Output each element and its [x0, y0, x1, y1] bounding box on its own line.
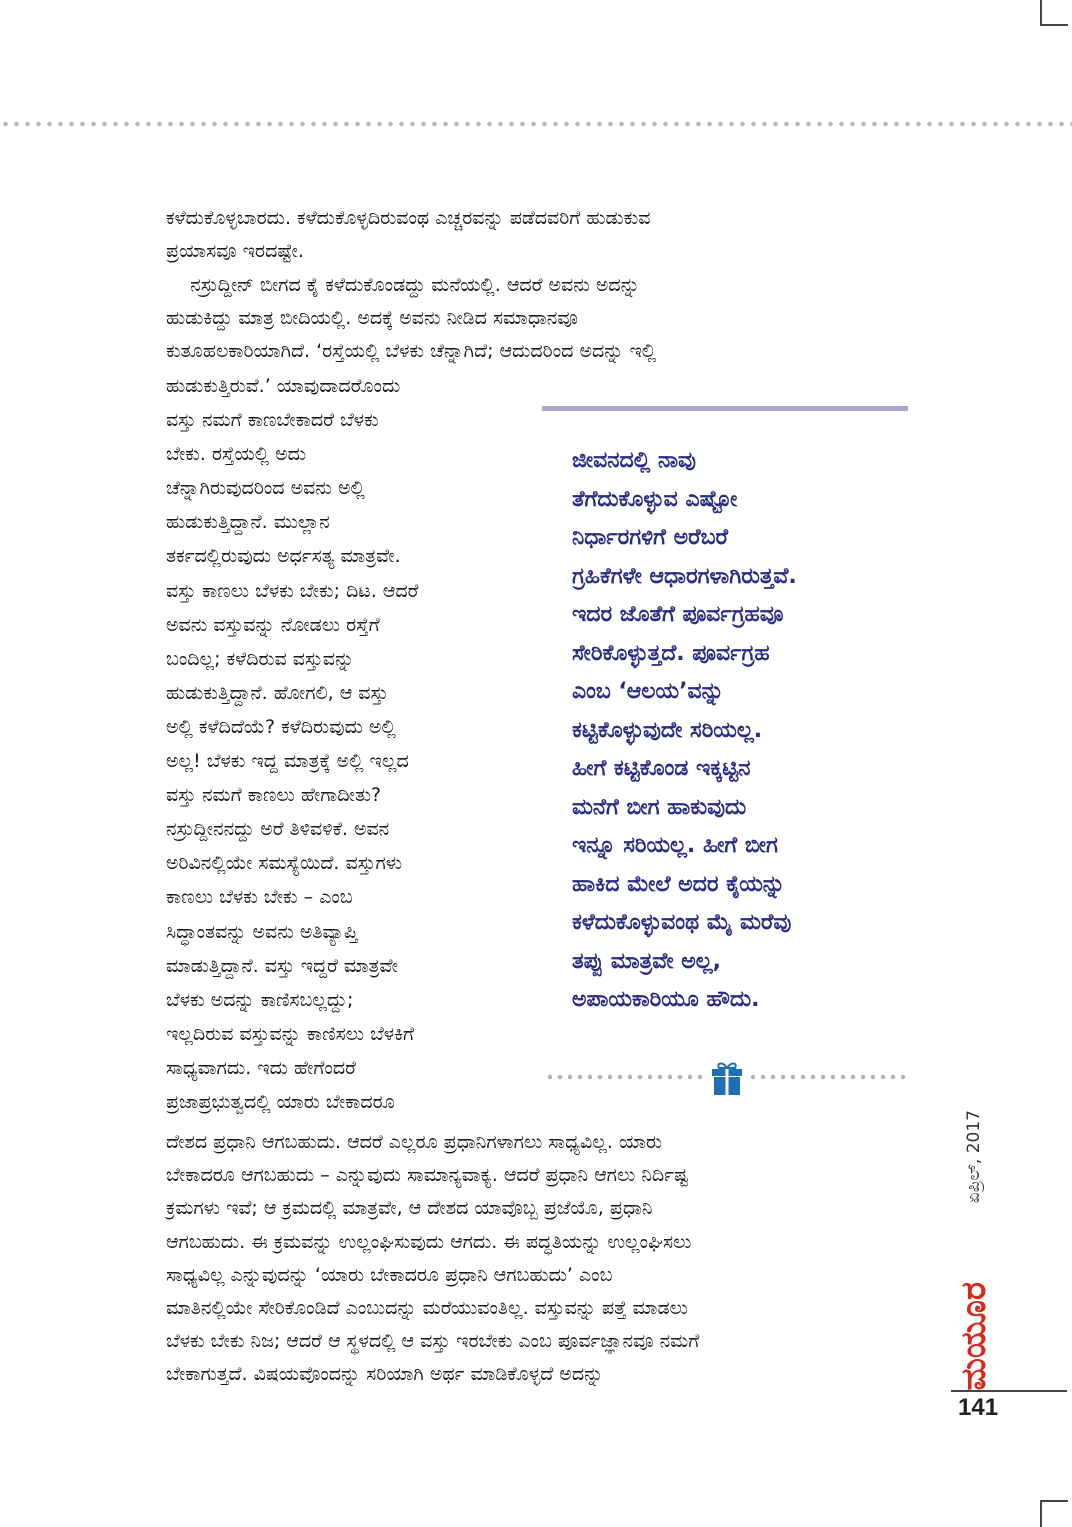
text-line: ಮಾಡುತ್ತಿದ್ದಾನೆ. ವಸ್ತು ಇದ್ದರೆ ಮಾತ್ರವೇ	[166, 954, 398, 977]
pull-quote-line: ಸೇರಿಕೊಳ್ಳುತ್ತದೆ. ಪೂರ್ವಗ್ರಹ	[572, 640, 770, 666]
text-line: ಹುಡುಕುತ್ತಿದ್ದಾನೆ. ಹೋಗಲಿ, ಆ ವಸ್ತು	[166, 681, 389, 704]
text-line: ನಸ್ರುದ್ದೀನನದ್ದು ಅರೆ ತಿಳಿವಳಿಕೆ. ಅವನ	[166, 818, 390, 841]
pull-quote-line: ಜೀವನದಲ್ಲಿ ನಾವು	[572, 448, 696, 473]
pull-quote-dots-left	[545, 1073, 705, 1081]
text-line: ವಸ್ತು ಕಾಣಲು ಬೆಳಕು ಬೇಕು; ದಿಟ. ಆದರೆ	[166, 579, 419, 602]
text-line: ವಸ್ತು ನಮಗೆ ಕಾಣಲು ಹೇಗಾದೀತು?	[166, 784, 382, 807]
crop-mark-bottom	[1040, 1500, 1068, 1527]
pull-quote-line: ಅಪಾಯಕಾರಿಯೂ ಹೌದು.	[572, 987, 760, 1012]
text-line: ಬೆಳಕು ಬೇಕು ನಿಜ; ಆದರೆ ಆ ಸ್ಥಳದಲ್ಲಿ ಆ ವಸ್ತು ಇರಬೇಕು ಎಂಬ ಪೂರ್ವಜ್ಞಾನವೂ ನಮಗೆ	[166, 1330, 700, 1353]
text-line: ಕಳೆದುಕೊಳ್ಳಬಾರದು. ಕಳೆದುಕೊಳ್ಳದಿರುವಂಥ ಎಚ್ಚರವನ್ನು ಪಡೆದವರಿಗೆ ಹುಡುಕುವ	[166, 207, 651, 229]
text-line: ಕುತೂಹಲಕಾರಿಯಾಗಿದೆ. ‘ರಸ್ತೆಯಲ್ಲಿ ಬೆಳಕು ಚೆನ್ನಾಗಿದೆ; ಆದುದರಿಂದ ಅದನ್ನು ಇಲ್ಲಿ	[166, 340, 657, 363]
text-line: ಹುಡುಕುತ್ತಿದ್ದಾನೆ. ಮುಲ್ಲಾನ	[166, 511, 330, 534]
text-line: ಬೇಕು. ರಸ್ತೆಯಲ್ಲಿ ಅದು	[166, 443, 306, 466]
gift-icon	[709, 1060, 745, 1096]
text-line: ಕ್ರಮಗಳು ಇವೆ; ಆ ಕ್ರಮದಲ್ಲಿ ಮಾತ್ರವೇ, ಆ ದೇಶದ ಯಾವೊಬ್ಬ ಪ್ರಜೆಯೊ, ಪ್ರಧಾನಿ	[166, 1197, 653, 1220]
pull-quote-line: ಕಟ್ಟಿಕೊಳ್ಳುವುದೇ ಸರಿಯಲ್ಲ.	[572, 717, 763, 743]
text-line: ಆಗಬಹುದು. ಈ ಕ್ರಮವನ್ನು ಉಲ್ಲಂಘಿಸುವುದು ಆಗದು. ಈ ಪದ್ಧತಿಯನ್ನು ಉಲ್ಲಂಘಿಸಲು	[166, 1230, 692, 1253]
text-line: ಬೆಳಕು ಅದನ್ನು ಕಾಣಿಸಬಲ್ಲದ್ದು;	[166, 988, 354, 1011]
pull-quote	[572, 442, 922, 1020]
text-line: ಅಲ್ಲ! ಬೆಳಕು ಇದ್ದ ಮಾತ್ರಕ್ಕೆ ಅಲ್ಲಿ ಇಲ್ಲದ	[166, 750, 409, 773]
side-band	[951, 1110, 997, 1390]
text-line: ದೇಶದ ಪ್ರಧಾನಿ ಆಗಬಹುದು. ಆದರೆ ಎಲ್ಲರೂ ಪ್ರಧಾನಿಗಳಾಗಲು ಸಾಧ್ಯವಿಲ್ಲ. ಯಾರು	[166, 1131, 663, 1153]
pull-quote-line: ಇನ್ನೂ ಸರಿಯಲ್ಲ. ಹೀಗೆ ಬೀಗ	[572, 833, 778, 858]
crop-mark-top	[1040, 0, 1068, 26]
text-line: ಮಾತಿನಲ್ಲಿಯೇ ಸೇರಿಕೊಂಡಿದೆ ಎಂಬುದನ್ನು ಮರೆಯುವಂತಿಲ್ಲ. ವಸ್ತುವನ್ನು ಪತ್ತೆ ಮಾಡಲು	[166, 1297, 688, 1320]
text-line: ಪ್ರಜಾಪ್ರಭುತ್ವದಲ್ಲಿ ಯಾರು ಬೇಕಾದರೂ	[166, 1090, 395, 1113]
text-line: ಸಿದ್ಧಾಂತವನ್ನು ಅವನು ಅತಿವ್ಯಾಪ್ತಿ	[166, 920, 358, 943]
text-line: ಕಾಣಲು ಬೆಳಕು ಬೇಕು – ಎಂಬ	[166, 886, 353, 909]
magazine-logo: ಮಯೂರ	[954, 1281, 994, 1390]
pull-quote-line: ನಿರ್ಧಾರಗಳಿಗೆ ಅರೆಬರೆ	[572, 525, 729, 550]
pull-quote-rule	[542, 406, 908, 411]
top-dotted-rule	[0, 120, 1072, 128]
paragraph-democracy	[166, 1126, 926, 1392]
text-line: ಸಾಧ್ಯವಾಗದು. ಇದು ಹೇಗೆಂದರೆ	[166, 1056, 356, 1079]
pull-quote-line: ಎಂಬ ‘ಆಲಯ’ವನ್ನು	[572, 679, 724, 704]
text-line: ಬಂದಿಲ್ಲ; ಕಳೆದಿರುವ ವಸ್ತುವನ್ನು	[166, 647, 355, 670]
page-number-rule	[951, 1390, 1067, 1392]
pull-quote-line: ಹೀಗೆ ಕಟ್ಟಿಕೊಂಡ ಇಕ್ಕಟ್ಟಿನ	[572, 756, 751, 781]
pull-quote-line: ಹಾಕಿದ ಮೇಲೆ ಅದರ ಕೈಯನ್ನು	[572, 871, 785, 897]
text-line: ಅರಿವಿನಲ್ಲಿಯೇ ಸಮಸ್ಯೆಯಿದೆ. ವಸ್ತುಗಳು	[166, 852, 403, 875]
paragraph-opening	[166, 202, 886, 268]
pull-quote-line: ಇದರ ಜೊತೆಗೆ ಪೂರ್ವಗ್ರಹವೂ	[572, 602, 784, 627]
page-number: 141	[958, 1394, 999, 1421]
issue-date: ಏಪ್ರಿಲ್, 2017	[964, 1110, 984, 1204]
pull-quote-line: ಕಳೆದುಕೊಳ್ಳುವಂಥ ಮೈ ಮರೆವು	[572, 910, 792, 935]
pull-quote-line: ಗ್ರಹಿಕೆಗಳೇ ಆಧಾರಗಳಾಗಿರುತ್ತವೆ.	[572, 563, 797, 589]
text-line: ವಸ್ತು ನಮಗೆ ಕಾಣಬೇಕಾದರೆ ಬೆಳಕು	[166, 409, 379, 432]
text-line: ಬೇಕಾಗುತ್ತದೆ. ವಿಷಯವೊಂದನ್ನು ಸರಿಯಾಗಿ ಅರ್ಥ ಮಾಡಿಕೊಳ್ಳದೆ ಅದನ್ನು	[166, 1363, 604, 1386]
pull-quote-line: ತಪ್ಪು ಮಾತ್ರವೇ ಅಲ್ಲ,	[572, 948, 721, 974]
text-line: ಹುಡುಕುತ್ತಿರುವೆ.’ ಯಾವುದಾದರೊಂದು	[166, 375, 401, 397]
pull-quote-dots-right	[748, 1073, 910, 1081]
text-line: ಹುಡುಕಿದ್ದು ಮಾತ್ರ ಬೀದಿಯಲ್ಲಿ. ಅದಕ್ಕೆ ಅವನು ನೀಡಿದ ಸಮಾಧಾನವೂ	[166, 307, 578, 330]
text-line: ಬೇಕಾದರೂ ಆಗಬಹುದು – ಎನ್ನುವುದು ಸಾಮಾನ್ಯವಾಕ್ಯ. ಆದರೆ ಪ್ರಧಾನಿ ಆಗಲು ನಿರ್ದಿಷ್ಟ	[166, 1164, 689, 1187]
text-line: ಅವನು ವಸ್ತುವನ್ನು ನೋಡಲು ರಸ್ತೆಗೆ	[166, 613, 380, 636]
paragraph-nasruddin	[166, 269, 886, 369]
text-line: ಸಾಧ್ಯವಿಲ್ಲ ಎನ್ನುವುದನ್ನು ‘ಯಾರು ಬೇಕಾದರೂ ಪ್ರಧಾನಿ ಆಗಬಹುದು’ ಎಂಬ	[166, 1263, 613, 1286]
narrow-column	[166, 369, 546, 1119]
text-line: ತರ್ಕದಲ್ಲಿರುವುದು ಅರ್ಧಸತ್ಯ ಮಾತ್ರವೇ.	[166, 545, 401, 568]
text-line: ಪ್ರಯಾಸವೂ ಇರದಷ್ಟೇ.	[166, 240, 304, 263]
text-line: ಚೆನ್ನಾಗಿರುವುದರಿಂದ ಅವನು ಅಲ್ಲಿ	[166, 477, 365, 500]
text-line: ಅಲ್ಲಿ ಕಳೆದಿದೆಯೆ? ಕಳೆದಿರುವುದು ಅಲ್ಲಿ	[166, 715, 396, 738]
text-line: ನಸ್ರುದ್ದೀನ್ ಬೀಗದ ಕೈ ಕಳೆದುಕೊಂಡದ್ದು ಮನೆಯಲ್ಲಿ. ಆದರೆ ಅವನು ಅದನ್ನು	[166, 274, 640, 296]
pull-quote-line: ಮನೆಗೆ ಬೀಗ ಹಾಕುವುದು	[572, 794, 747, 820]
pull-quote-line: ತೆಗೆದುಕೊಳ್ಳುವ ಎಷ್ಟೋ	[572, 486, 738, 512]
text-line: ಇಲ್ಲದಿರುವ ವಸ್ತುವನ್ನು ಕಾಣಿಸಲು ಬೆಳಕಿಗೆ	[166, 1022, 415, 1045]
